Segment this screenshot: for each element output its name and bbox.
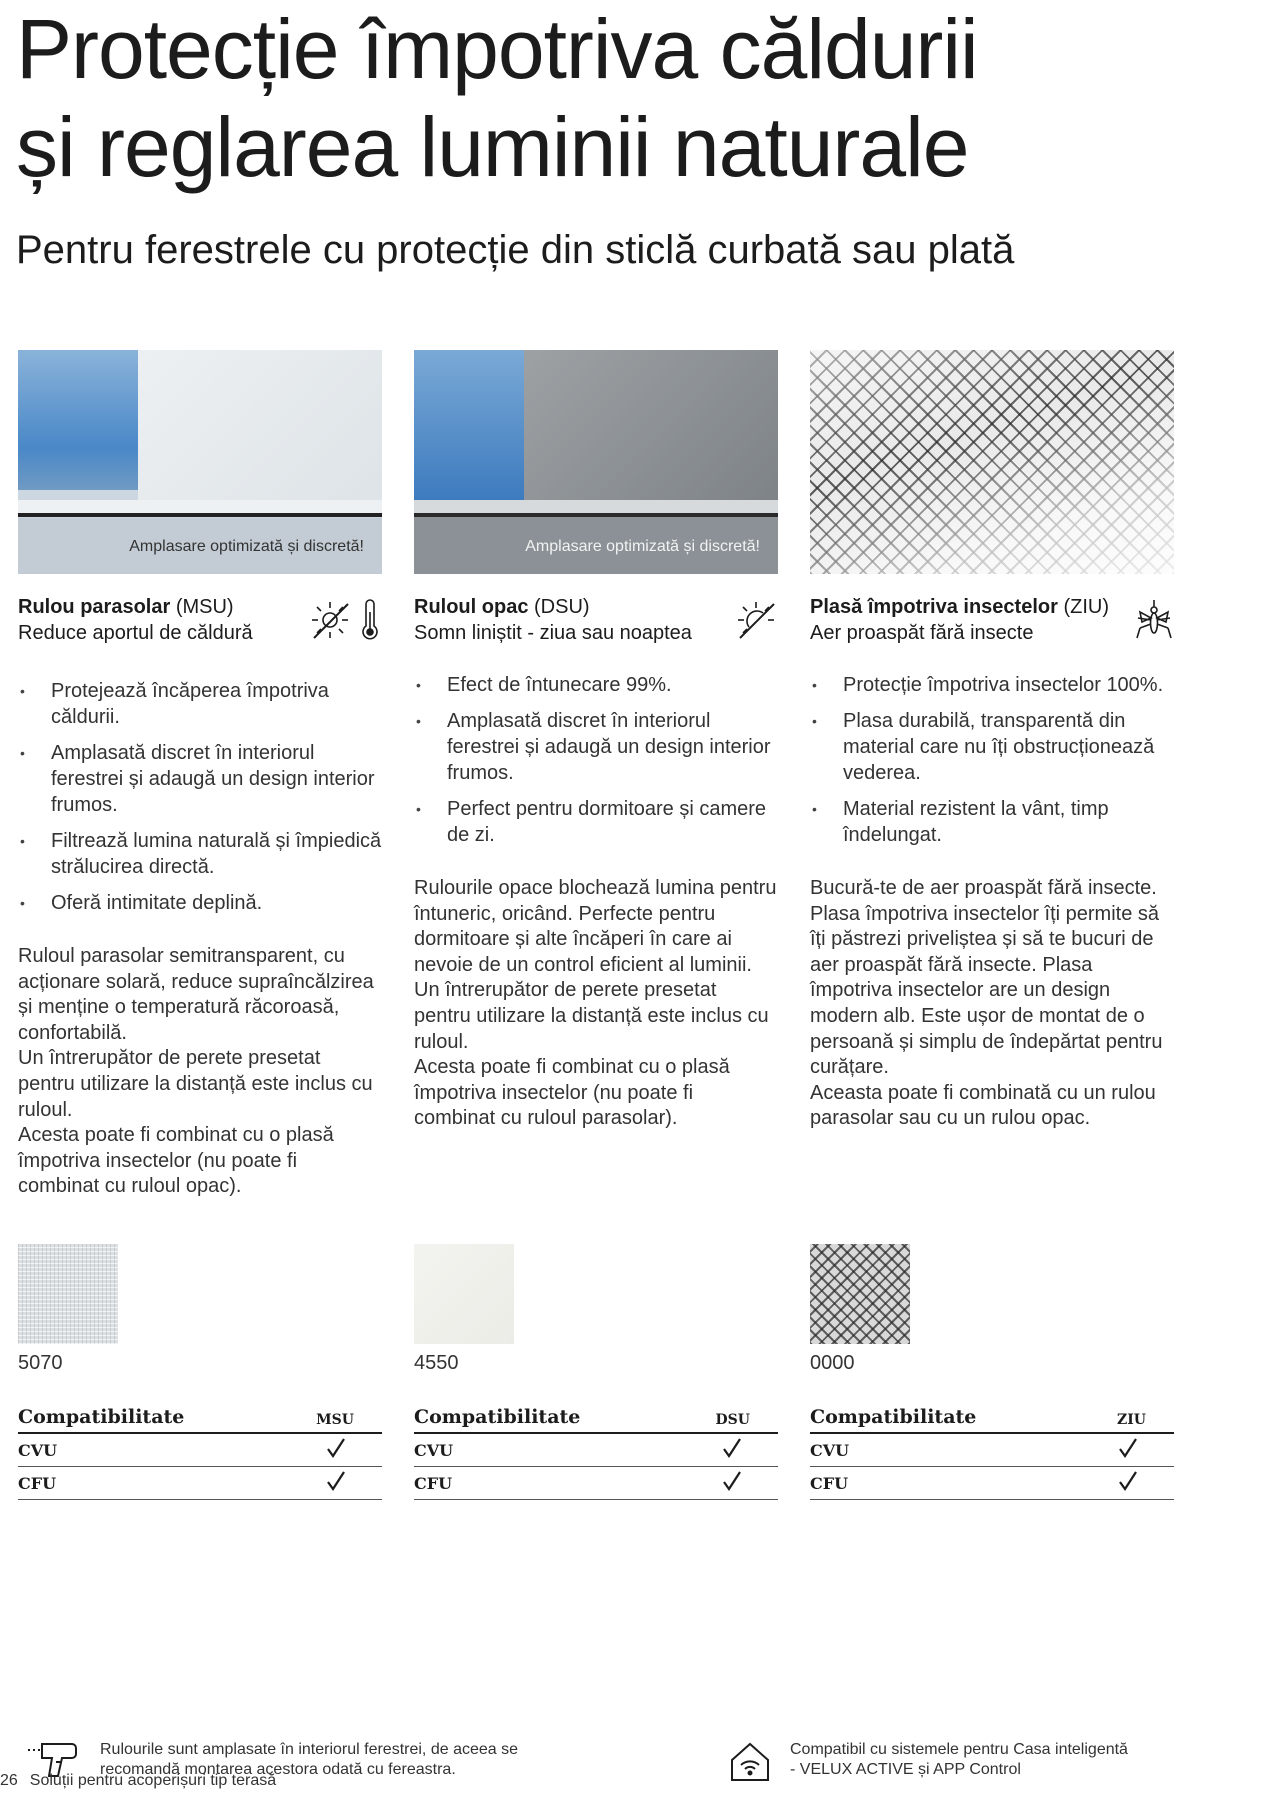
list-item: • Protejează încăperea împotriva căldurii. [18, 678, 382, 730]
list-item: • Plasa durabilă, transparentă din material care nu îți obstrucționează vederea. [810, 708, 1174, 786]
compatibility-table [414, 1406, 778, 1500]
title-line-2: și reglarea luminii naturale [16, 100, 969, 194]
table-row [18, 1467, 382, 1500]
swatch-block-msu [18, 1244, 382, 1500]
product-photo-dsu [414, 350, 778, 574]
description-paragraph: Ruloul parasolar semitransparent, cu acționare solară, reduce supraîncălzirea și menține o temperatură răcoroasă, confortabilă. [18, 945, 374, 1044]
fabric-swatch [18, 1244, 118, 1344]
fabric-swatch [414, 1244, 514, 1344]
product-description [414, 876, 778, 1132]
product-code: (DSU) [534, 596, 590, 618]
checkmark-icon [722, 1470, 742, 1497]
product-photo-ziu [810, 350, 1174, 574]
sun-strike-icon [734, 598, 778, 642]
compatibility-table [810, 1406, 1174, 1500]
product-heading [414, 594, 778, 654]
description-paragraph: Bucură-te de aer proaspăt fără insecte. Plasa împotriva insectelor îți permite să îți păstrezi priveliștea și să te bucuri de aer proaspăt fără insecte. Plasa împotriva insectelor are un design modern alb. Este ușor de montat de o persoană și simplu de îndepărtat pentru curățare. [810, 877, 1163, 1079]
checkmark-icon [722, 1437, 742, 1464]
smart-home-icon [728, 1740, 772, 1789]
checkmark-icon [1118, 1437, 1138, 1464]
list-item: • Efect de întunecare 99%. [414, 672, 778, 698]
product-tagline: Aer proaspăt fără insecte [810, 622, 1034, 644]
product-name: Ruloul opac [414, 596, 529, 618]
compat-title: Compatibilitate [810, 1406, 977, 1428]
compat-title: Compatibilitate [18, 1406, 185, 1428]
swatch-code: 0000 [810, 1352, 855, 1374]
compat-row-label: CVU [18, 1440, 58, 1460]
footer-note-text: Rulourile sunt amplasate în interiorul ferestrei, de aceea se recomandă montarea acestora odată cu fereastra. [100, 1741, 518, 1778]
compat-model: DSU [715, 1412, 750, 1428]
list-item: • Material rezistent la vânt, timp îndelungat. [810, 796, 1174, 848]
product-name: Rulou parasolar [18, 596, 171, 618]
product-heading [18, 594, 382, 654]
description-paragraph: Un întrerupător de perete presetat pentru utilizare la distanță este inclus cu ruloul. [414, 979, 769, 1053]
mosquito-icon [1132, 598, 1176, 642]
feature-list [18, 678, 382, 916]
product-code: (ZIU) [1063, 596, 1109, 618]
compat-model: ZIU [1117, 1412, 1146, 1428]
product-code: (MSU) [175, 596, 234, 618]
compat-row-label: CFU [414, 1473, 453, 1493]
description-paragraph: Rulourile opace blochează lumina pentru întuneric, oricând. Perfecte pentru dormitoare și alte încăperi în care ai nevoie de un control eficient al luminii. [414, 877, 777, 976]
compat-model: MSU [316, 1412, 354, 1428]
table-row [414, 1467, 778, 1500]
list-item: • Protecție împotriva insectelor 100%. [810, 672, 1174, 698]
page-subtitle: Pentru ferestrele cu protecție din sticlă curbată sau plată [16, 228, 1015, 272]
product-tagline: Reduce aportul de căldură [18, 622, 253, 644]
product-photo-msu [18, 350, 382, 574]
list-item: • Filtrează lumina naturală și împiedică strălucirea directă. [18, 828, 382, 880]
checkmark-icon [326, 1470, 346, 1497]
table-row [414, 1434, 778, 1467]
photo-caption: Amplasare optimizată și discretă! [129, 538, 364, 555]
swatch-code: 5070 [18, 1352, 63, 1374]
description-paragraph: Un întrerupător de perete presetat pentru utilizare la distanță este inclus cu ruloul. [18, 1047, 373, 1121]
sun-strike-icon [308, 598, 352, 642]
list-item: • Perfect pentru dormitoare și camere de zi. [414, 796, 778, 848]
thermometer-icon [358, 598, 382, 642]
product-column-dsu [414, 350, 778, 1132]
product-column-ziu [810, 350, 1174, 1132]
compat-row-label: CFU [18, 1473, 57, 1493]
footer-note-text: Compatibil cu sistemele pentru Casa inteligentă - VELUX ACTIVE și APP Control [790, 1741, 1128, 1778]
title-line-1: Protecție împotriva căldurii [16, 2, 978, 96]
page-number: 26 [0, 1772, 18, 1789]
section-name: Soluții pentru acoperișuri tip terasă [29, 1772, 277, 1789]
feature-list [810, 672, 1174, 848]
page-footer [0, 1771, 276, 1791]
checkmark-icon [1118, 1470, 1138, 1497]
compat-row-label: CVU [810, 1440, 850, 1460]
feature-list [414, 672, 778, 848]
product-description [810, 876, 1174, 1132]
swatch-block-dsu [414, 1244, 778, 1500]
compat-title: Compatibilitate [414, 1406, 581, 1428]
list-item: • Oferă intimitate deplină. [18, 890, 382, 916]
footer-note-smart-home [728, 1740, 1130, 1789]
description-paragraph: Aceasta poate fi combinată cu un rulou parasolar sau cu un rulou opac. [810, 1081, 1156, 1130]
compat-row-label: CVU [414, 1440, 454, 1460]
product-description [18, 944, 382, 1200]
fabric-swatch [810, 1244, 910, 1344]
checkmark-icon [326, 1437, 346, 1464]
product-tagline: Somn liniștit - ziua sau noaptea [414, 622, 692, 644]
product-column-msu [18, 350, 382, 1200]
swatch-block-ziu [810, 1244, 1174, 1500]
compat-row-label: CFU [810, 1473, 849, 1493]
description-paragraph: Acesta poate fi combinat cu o plasă împotriva insectelor (nu poate fi combinat cu ruloul parasolar). [414, 1056, 730, 1130]
list-item: • Amplasată discret în interiorul ferestrei și adaugă un design interior frumos. [414, 708, 778, 786]
list-item: • Amplasată discret în interiorul ferestrei și adaugă un design interior frumos. [18, 740, 382, 818]
table-row [18, 1434, 382, 1467]
swatch-code: 4550 [414, 1352, 459, 1374]
product-heading [810, 594, 1174, 654]
photo-caption: Amplasare optimizată și discretă! [525, 538, 760, 555]
table-row [810, 1434, 1174, 1467]
table-row [810, 1467, 1174, 1500]
product-name: Plasă împotriva insectelor [810, 596, 1058, 618]
compatibility-table [18, 1406, 382, 1500]
description-paragraph: Acesta poate fi combinat cu o plasă împotriva insectelor (nu poate fi combinat cu ruloul opac). [18, 1124, 334, 1198]
page-title [16, 0, 1216, 196]
